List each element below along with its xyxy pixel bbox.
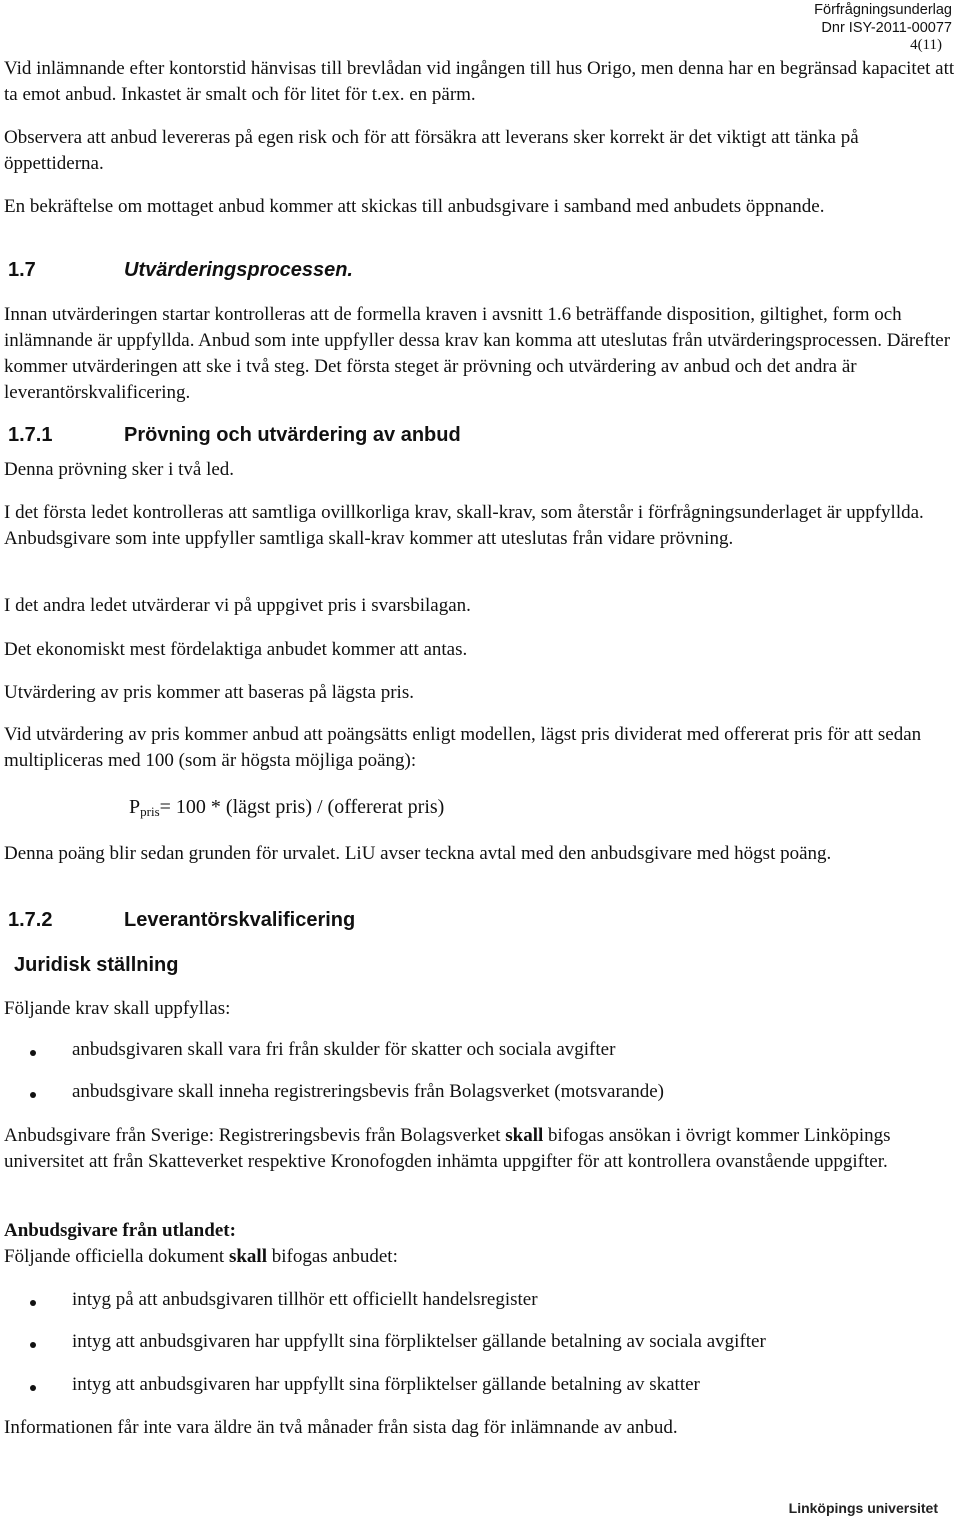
heading-title: Prövning och utvärdering av anbud [124, 424, 461, 446]
bullet-icon [30, 1342, 36, 1348]
heading-number: 1.7 [8, 259, 36, 281]
heading-juridisk-stallning: Juridisk ställning [14, 954, 179, 976]
university-logo: Linköpings universitet [788, 1500, 938, 1516]
paragraph-tva-led: Denna prövning sker i två led. [4, 459, 235, 480]
paragraph-poangsatts: Vid utvärdering av pris kommer anbud att poängsätts enligt modellen, lägst pris dividerat med offererat pris för att sedan multipliceras med 100 (som är högsta möjliga poäng): [4, 724, 922, 771]
heading-title: Utvärderingsprocessen. [124, 259, 353, 281]
paragraph-observera: Observera att anbud levereras på egen risk och för att försäkra att leverans sker korrekt är det viktigt att tänka på öppettiderna. [4, 127, 859, 174]
paragraph-forsta-ledet: I det första ledet kontrolleras att samtliga ovillkorliga krav, skall-krav, som återstår i förfrågningsunderlaget är uppfyllda. Anbudsgivare som inte uppfyller samtliga skall-krav kommer att uteslutas från vidare prövning. [4, 502, 924, 549]
header-doc-type: Förfrågningsunderlag [814, 2, 952, 18]
list-item-text: intyg på att anbudsgivaren tillhör ett officiellt handelsregister [72, 1289, 538, 1310]
paragraph-text: bifogas anbudet: [267, 1246, 398, 1267]
list-item-text: anbudsgivare skall inneha registreringsbevis från Bolagsverket (motsvarande) [72, 1081, 664, 1102]
paragraph-informationen: Informationen får inte vara äldre än två månader från sista dag för inlämnande av anbud. [4, 1417, 678, 1438]
heading-number: 1.7.1 [8, 424, 53, 446]
heading-1-7-2 [8, 909, 355, 932]
paragraph-subtitle: Anbudsgivare från utlandet: [4, 1220, 236, 1241]
price-formula [129, 796, 444, 820]
paragraph-innan: Innan utvärderingen startar kontrolleras att de formella kraven i avsnitt 1.6 beträffande disposition, giltighet, form och inlämnande är uppfyllda. Anbud som inte uppfyller dessa krav kan komma att uteslutas från utvärderingsprocessen. Därefter kommer utvärderingen att ske i två steg. Det första steget är prövning och utvärdering av anbud och det andra är leverantörskvalificering. [4, 304, 951, 403]
paragraph-text: Följande officiella dokument [4, 1246, 229, 1267]
bullet-icon [30, 1300, 36, 1306]
list-item-text: intyg att anbudsgivaren har uppfyllt sina förpliktelser gällande betalning av skatter [72, 1374, 700, 1395]
paragraph-pris: Utvärdering av pris kommer att baseras på lägsta pris. [4, 682, 414, 703]
formula-subscript: pris [140, 804, 160, 819]
paragraph-text: bifogas ansökan i övrigt kommer Linköpings universitet att från Skatteverket respektive Kronofogden inhämta uppgifter för att kontrollera ovanstående uppgifter. [4, 1125, 891, 1172]
heading-title: Leverantörskvalificering [124, 909, 356, 931]
paragraph-ekonomiskt: Det ekonomiskt mest fördelaktiga anbudet kommer att antas. [4, 639, 468, 660]
paragraph-urvalet: Denna poäng blir sedan grunden för urvalet. LiU avser teckna avtal med den anbudsgivare med högst poäng. [4, 843, 832, 864]
paragraph-text: Anbudsgivare från Sverige: Registreringsbevis från Bolagsverket [4, 1125, 506, 1146]
paragraph-bold: skall [228, 1246, 267, 1267]
bullet-icon [30, 1050, 36, 1056]
list-item-text: intyg att anbudsgivaren har uppfyllt sina förpliktelser gällande betalning av sociala avgifter [72, 1331, 766, 1352]
paragraph-sverige [4, 1123, 956, 1175]
heading-1-7-1 [8, 424, 461, 447]
bullet-icon [30, 1385, 36, 1391]
bullet-icon [30, 1092, 36, 1098]
formula-p: P [129, 796, 141, 818]
document-header [814, 1, 952, 37]
paragraph-foljande-krav: Följande krav skall uppfyllas: [4, 998, 231, 1019]
paragraph-utlandet [4, 1218, 956, 1270]
paragraph-andra-ledet: I det andra ledet utvärderar vi på uppgivet pris i svarsbilagan. [4, 595, 471, 616]
heading-number: 1.7.2 [8, 909, 53, 931]
paragraph-bekraftelse: En bekräftelse om mottaget anbud kommer att skickas till anbudsgivare i samband med anbudets öppnande. [4, 196, 825, 217]
header-doc-number: Dnr ISY-2011-00077 [821, 20, 952, 36]
paragraph-brevlada: Vid inlämnande efter kontorstid hänvisas till brevlådan vid ingången till hus Origo, men denna har en begränsad kapacitet att ta emot anbud. Inkastet är smalt och för litet för t.ex. en pärm. [4, 58, 955, 105]
page-number: 4(11) [910, 37, 942, 53]
heading-1-7 [8, 259, 353, 282]
formula-expression: = 100 * (lägst pris) / (offererat pris) [159, 796, 445, 818]
list-item-text: anbudsgivaren skall vara fri från skulder för skatter och sociala avgifter [72, 1039, 616, 1060]
paragraph-bold: skall [505, 1125, 544, 1146]
